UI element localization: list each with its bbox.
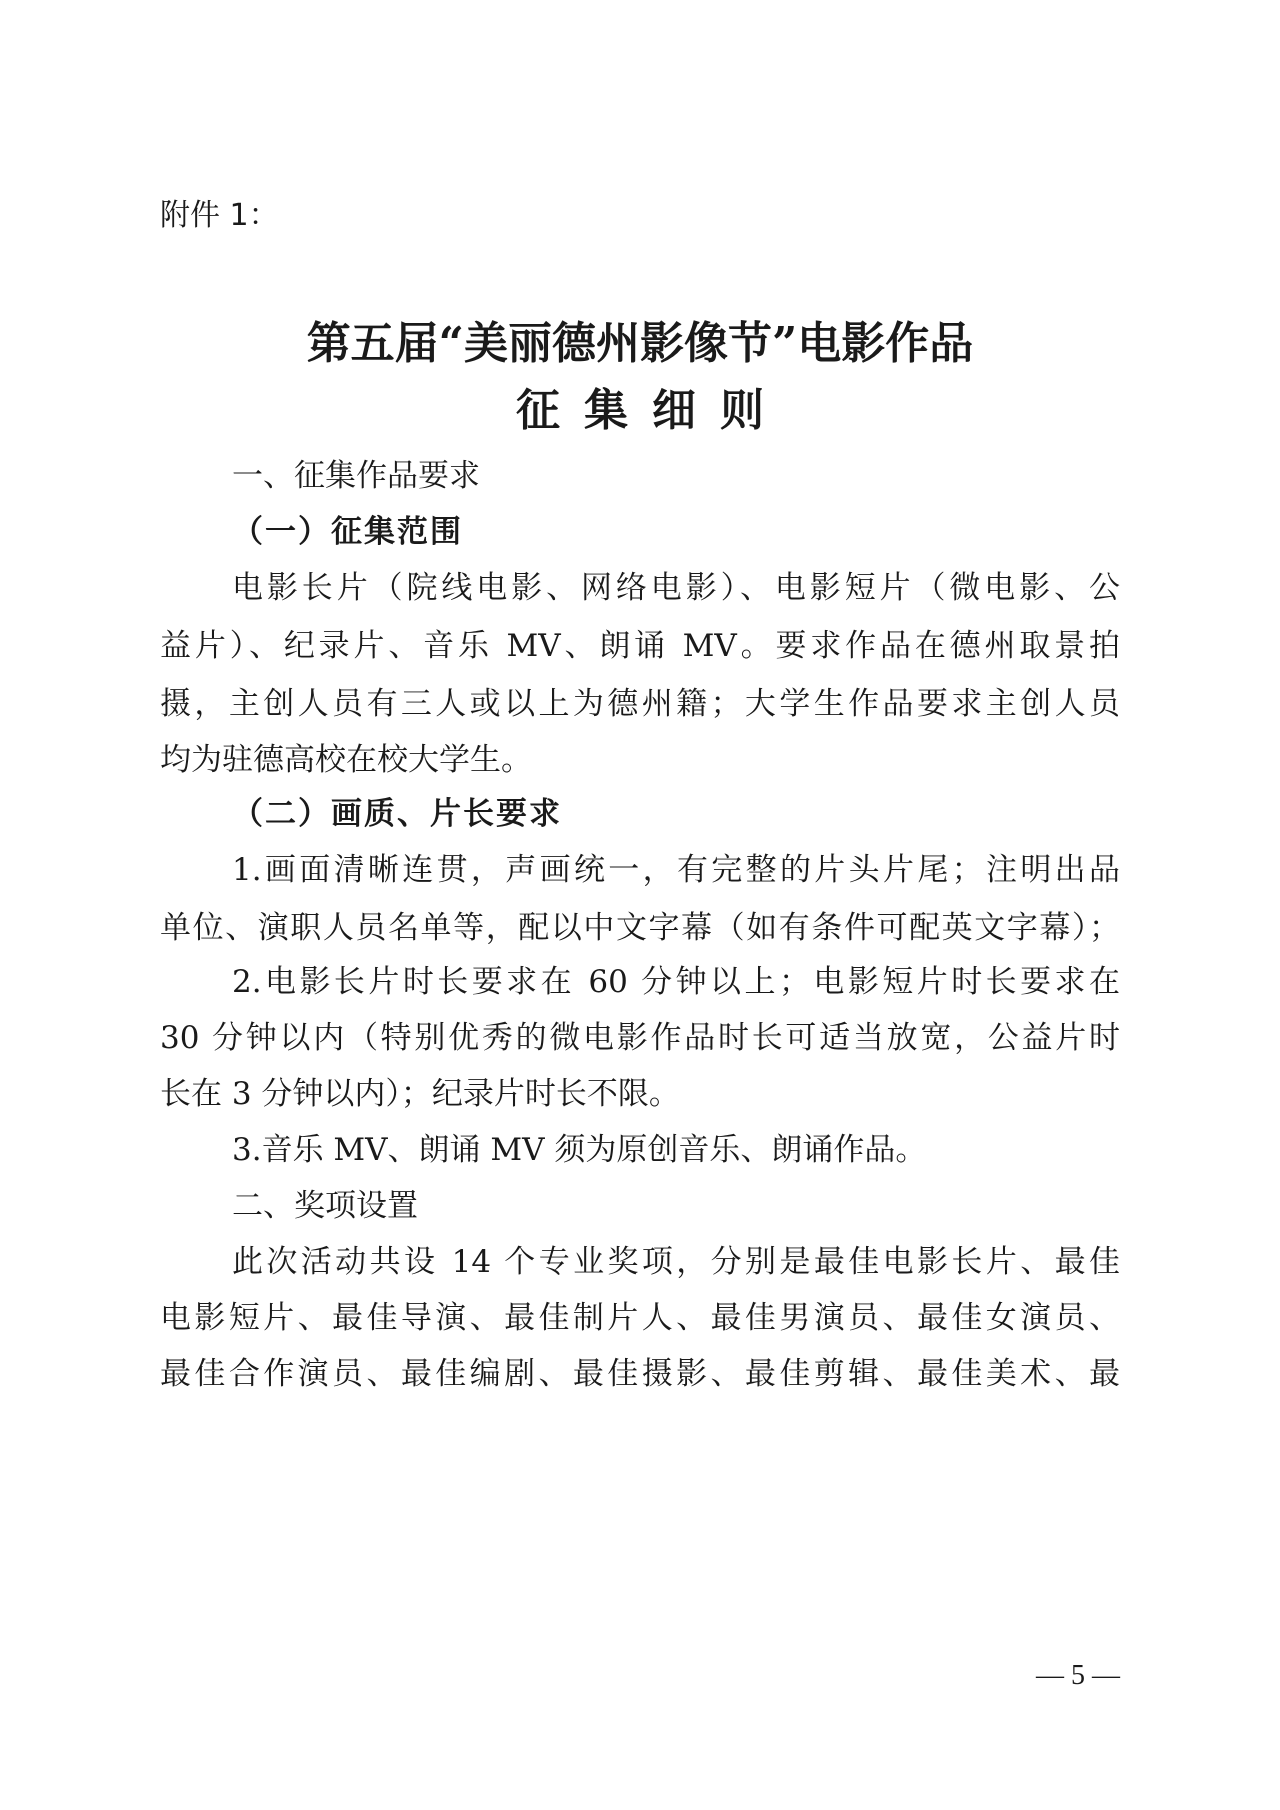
section-heading-requirements: 一、征集作品要求 [232, 458, 480, 494]
paragraph-line: 长在 3 分钟以内）；纪录片时长不限。 [160, 1076, 680, 1112]
subsection-heading-quality: （二）画质、片长要求 [232, 796, 562, 832]
page-number: — 5 — [1036, 1660, 1120, 1691]
attachment-label: 附件 1： [160, 198, 279, 233]
document-title-line-1: 第五届“美丽德州影像节”电影作品 [306, 318, 974, 369]
paragraph-line: 最佳合作演员、最佳编剧、最佳摄影、最佳剪辑、最佳美术、最 [160, 1356, 1120, 1392]
paragraph-line: 摄，主创人员有三人或以上为德州籍；大学生作品要求主创人员 [160, 686, 1120, 722]
paragraph-line: 1.画面清晰连贯，声画统一，有完整的片头片尾；注明出品 [232, 852, 1120, 888]
document-title-line-2: 征集细则 [516, 385, 788, 436]
paragraph-line: 电影长片（院线电影、网络电影）、电影短片（微电影、公 [232, 570, 1120, 606]
paragraph-line: 30 分钟以内（特别优秀的微电影作品时长可适当放宽，公益片时 [160, 1020, 1120, 1056]
paragraph-line: 电影短片、最佳导演、最佳制片人、最佳男演员、最佳女演员、 [160, 1300, 1120, 1336]
paragraph-line: 此次活动共设 14 个专业奖项，分别是最佳电影长片、最佳 [232, 1244, 1120, 1280]
paragraph-line: 益片）、纪录片、音乐 MV、朗诵 MV。要求作品在德州取景拍 [160, 628, 1120, 664]
paragraph-line: 2.电影长片时长要求在 60 分钟以上；电影短片时长要求在 [232, 964, 1120, 1000]
section-heading-awards: 二、奖项设置 [232, 1188, 418, 1224]
subsection-heading-scope: （一）征集范围 [232, 514, 463, 550]
paragraph-line: 3.音乐 MV、朗诵 MV 须为原创音乐、朗诵作品。 [232, 1132, 927, 1168]
paragraph-line: 均为驻德高校在校大学生。 [160, 742, 532, 778]
paragraph-line: 单位、演职人员名单等，配以中文字幕（如有条件可配英文字幕）； [160, 910, 1120, 946]
